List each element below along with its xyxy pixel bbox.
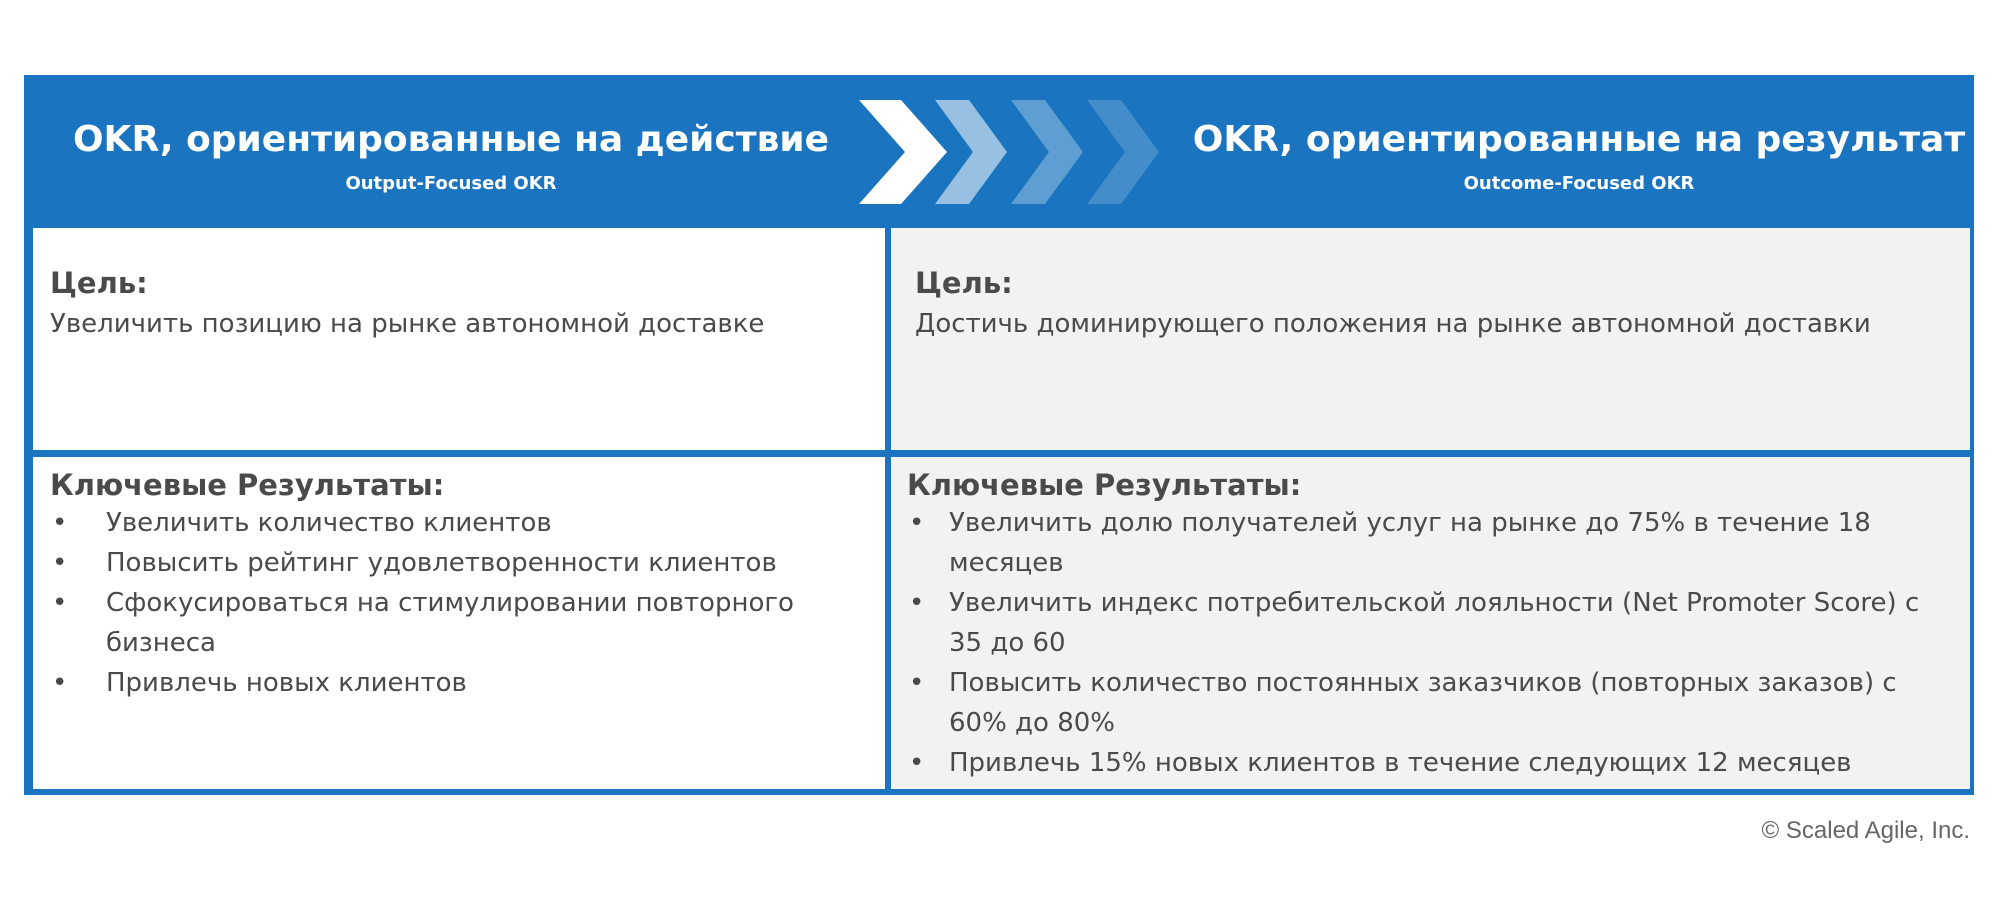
bullet: •: [909, 588, 925, 618]
outcome-goal-text: Достичь доминирующего положения на рынке автономной доставки: [915, 309, 1871, 339]
bullet: •: [52, 508, 68, 538]
bullet: •: [52, 588, 68, 618]
bullet: •: [52, 668, 68, 698]
list-item-line: Привлечь 15% новых клиентов в течение следующих 12 месяцев: [949, 748, 1852, 778]
list-item: [907, 663, 1947, 743]
key-results-label: Ключевые Результаты:: [907, 468, 1302, 502]
outcome-key-results-cell: [891, 457, 1970, 789]
output-goal-text: Увеличить позицию на рынке автономной доставке: [50, 309, 765, 339]
outcome-goal-cell: [891, 228, 1970, 450]
bullet: •: [909, 748, 925, 778]
list-item: [907, 503, 1947, 583]
chevron-arrow-2: [1011, 100, 1083, 204]
chevron-arrows-icon: [839, 100, 1179, 204]
list-item: [50, 503, 850, 543]
list-item-line: 60% до 80%: [949, 708, 1115, 738]
list-item-line: Увеличить количество клиентов: [106, 508, 552, 538]
outcome-okr-title: OKR, ориентированные на результат: [1192, 119, 1966, 160]
output-key-results-cell: [33, 457, 885, 789]
list-item-line: Повысить рейтинг удовлетворенности клиентов: [106, 548, 777, 578]
table-header: [29, 80, 1969, 223]
list-item-line: Повысить количество постоянных заказчиков (повторных заказов) с: [949, 668, 1897, 698]
list-item: [50, 543, 850, 583]
output-goal-cell: [33, 228, 885, 450]
list-item-line: Сфокусироваться на стимулировании повторного: [106, 588, 794, 618]
list-item-line: 35 до 60: [949, 628, 1066, 658]
list-item-line: Увеличить долю получателей услуг на рынке до 75% в течение 18: [949, 508, 1871, 538]
list-item-line: Привлечь новых клиентов: [106, 668, 467, 698]
okr-comparison-table: [24, 75, 1974, 795]
output-key-results-list: [50, 503, 850, 703]
bullet: •: [909, 668, 925, 698]
output-okr-subtitle: Output-Focused OKR: [345, 173, 557, 194]
outcome-okr-subtitle: Outcome-Focused OKR: [1463, 173, 1695, 194]
bullet: •: [909, 508, 925, 538]
list-item: [907, 743, 1947, 783]
list-item: [907, 583, 1947, 663]
outcome-key-results-list: [907, 503, 1947, 783]
goal-label: Цель:: [915, 266, 1013, 300]
list-item-line: Увеличить индекс потребительской лояльности (Net Promoter Score) с: [949, 588, 1920, 618]
list-item-line: месяцев: [949, 548, 1064, 578]
chevron-arrow-1: [1087, 100, 1159, 204]
key-results-label: Ключевые Результаты:: [50, 468, 445, 502]
chevron-arrow-4: [859, 100, 947, 204]
list-item: [50, 583, 850, 663]
output-okr-title: OKR, ориентированные на действие: [72, 119, 830, 160]
bullet: •: [52, 548, 68, 578]
copyright-notice: © Scaled Agile, Inc.: [1761, 817, 1970, 844]
list-item: [50, 663, 850, 703]
goal-label: Цель:: [50, 266, 148, 300]
list-item-line: бизнеса: [106, 628, 216, 658]
